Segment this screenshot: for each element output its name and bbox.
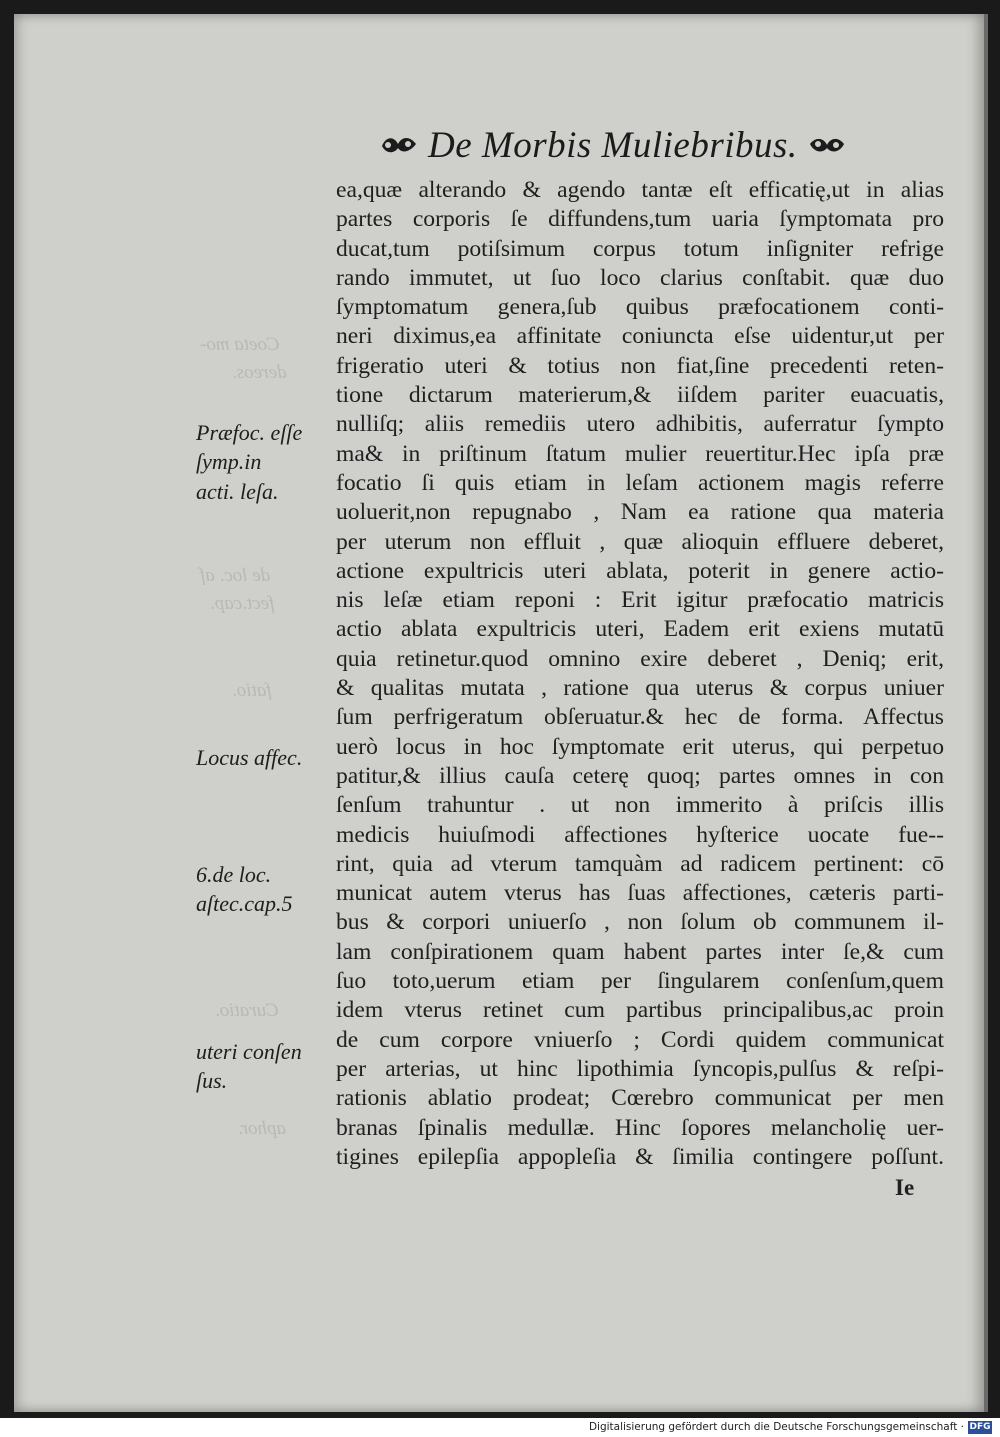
text-line: tigines epilepſia appopleſia & ſimilia contingere poſſunt.: [336, 1143, 944, 1170]
bleed-through-text: Coeta mo-: [200, 334, 280, 355]
margin-note-line: ſymp.in: [196, 449, 262, 475]
page-edge: [984, 14, 988, 1412]
text-line: de cum corpore vniuerſo ; Cordi quidem communicat: [336, 1026, 944, 1053]
text-line: ducat,tum potiſsimum corpus totum inſigniter refrige: [336, 235, 944, 262]
bleed-through-text: dereos.: [232, 362, 287, 383]
bleed-through-text: de loc. af: [200, 565, 271, 586]
text-line: neri diximus,ea affinitate coniuncta eſse uidentur,ut per: [336, 323, 944, 350]
catchword: Ie: [895, 1175, 915, 1200]
text-line: patitur,& illius cauſa ceterę quoq; partes omnes in con: [336, 762, 944, 789]
funding-credit: Digitalisierung gefördert durch die Deutsche Forschungsgemeinschaft ·: [588, 1421, 964, 1433]
margin-note: [196, 743, 302, 772]
margin-note: [196, 418, 302, 506]
bleed-through-text: fect.cap.: [210, 593, 275, 614]
text-line: focatio ſi quis etiam in leſam actionem magis referre: [336, 469, 944, 496]
bleed-through-text: fatio.: [232, 680, 272, 701]
text-line: ſymptomatum genera,ſub quibus præfocationem conti-: [336, 294, 944, 321]
dfg-logo: DFG: [969, 1422, 991, 1432]
main-text-block: [336, 176, 944, 1172]
text-line: actione expultricis uteri ablata, poterit in genere actio-: [336, 557, 944, 584]
running-header: [378, 122, 898, 168]
margin-note-line: acti. leſa.: [196, 478, 279, 504]
text-line: & qualitas mutata , ratione qua uterus & corpus uniuer: [336, 675, 944, 702]
text-line: rint, quia ad vterum tamquàm ad radicem pertinent: cō: [336, 850, 944, 877]
text-line: municat autem vterus has ſuas affectiones, cæteris parti-: [336, 880, 944, 907]
text-line: uoluerit,non repugnabo , Nam ea ratione qua materia: [336, 499, 944, 526]
margin-note: [196, 860, 293, 919]
text-line: nis leſæ etiam reponi : Erit igitur præfocatio matricis: [336, 587, 944, 614]
text-line: ea,quæ alterando & agendo tantæ eſt efficatię,ut in alias: [336, 177, 944, 203]
text-line: per arterias, ut hinc lipothimia ſyncopis,pulſus & reſpi-: [336, 1055, 944, 1082]
text-line: ſum perfrigeratum obſeruatur.& hec de forma. Affectus: [336, 704, 944, 731]
margin-note: [196, 1037, 302, 1096]
fleuron-ornament-icon: [378, 132, 420, 158]
text-line: per uterum non effluit , quæ alioquin effluere deberet,: [336, 528, 944, 555]
bleed-through-text: aphor.: [238, 1118, 287, 1139]
text-line: quia retinetur.quod omnino exire deberet , Deniq; erit,: [336, 645, 944, 672]
text-line: uerò locus in hoc ſymptomate erit uterus, qui perpetuo: [336, 733, 944, 760]
margin-note-line: uteri conſen: [196, 1039, 302, 1064]
margin-note-line: Locus affec.: [196, 745, 303, 770]
text-line: nulliſq; aliis remediis utero adhibitis, auferratur ſympto: [336, 411, 944, 438]
text-line: branas ſpinalis medullæ. Hinc ſopores melancholię uer-: [336, 1114, 944, 1141]
text-line: actio ablata expultricis uteri, Eadem erit exiens mutatū: [336, 616, 944, 643]
fleuron-ornament-icon: [806, 132, 848, 158]
page-title: De Morbis Muliebribus.: [428, 124, 798, 166]
text-line: frigeratio uteri & totius non fiat,ſine precedenti reten-: [336, 352, 944, 379]
text-line: partes corporis ſe diffundens,tum uaria ſymptomata pro: [336, 206, 944, 233]
text-line: rando immutet, ut ſuo loco clarius conſtabit. quæ duo: [336, 264, 944, 291]
margin-note-line: aſtec.cap.5: [196, 891, 293, 917]
text-line: lam conſpirationem quam habent partes inter ſe,& cum: [336, 938, 944, 965]
text-line: rationis ablatio prodeat; Cœrebro communicat per men: [336, 1085, 944, 1112]
text-line: ma& in priſtinum ſtatum mulier reuertitur.Hec ipſa præ: [336, 440, 944, 467]
text-line: bus & corpori uniuerſo , non ſolum ob communem il-: [336, 909, 944, 936]
text-line: tione dictarum materierum,& iiſdem pariter euacuatis,: [336, 382, 944, 409]
text-line: idem vterus retinet cum partibus principalibus,ac proin: [336, 997, 944, 1024]
margin-note-line: 6.de loc.: [196, 862, 272, 887]
text-line: ſenſum trahuntur . ut non immerito à priſcis illis: [336, 792, 944, 819]
margin-note-line: ſus.: [196, 1068, 228, 1094]
text-line: ſuo toto,uerum etiam per ſingularem conſenſum,quem: [336, 968, 944, 995]
bleed-through-text: Curatio.: [215, 1000, 279, 1021]
margin-note-line: Præfoc. eſſe: [196, 420, 303, 445]
text-line: medicis huiuſmodi affectiones hyſterice uocate fue--: [336, 821, 944, 848]
